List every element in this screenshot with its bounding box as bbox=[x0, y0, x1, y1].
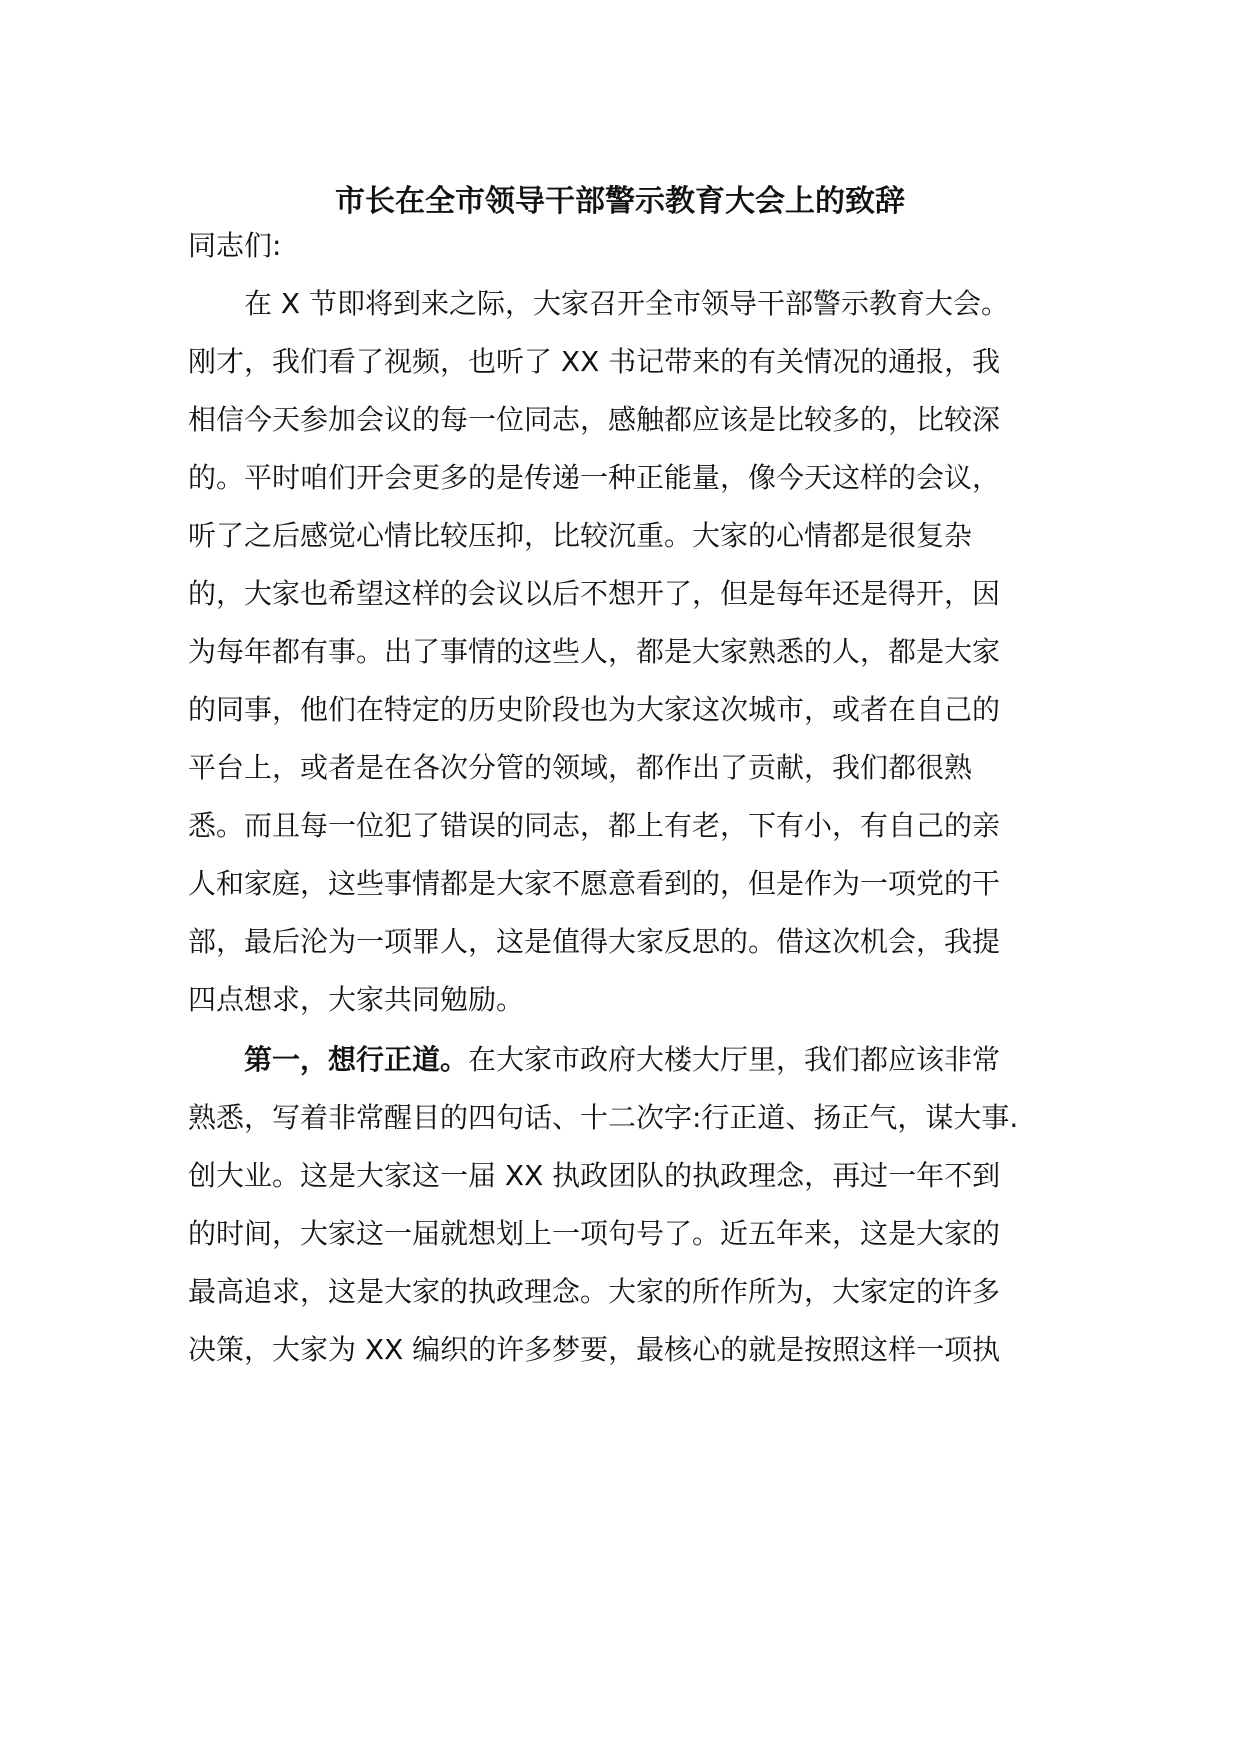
paragraph-line: 的，大家也希望这样的会议以后不想开了，但是每年还是得开，因 bbox=[188, 577, 1001, 610]
paragraph-line: 的时间，大家这一届就想划上一项句号了。近五年来，这是大家的 bbox=[188, 1217, 1001, 1250]
paragraph-line: 相信今天参加会议的每一位同志，感触都应该是比较多的，比较深 bbox=[188, 403, 1001, 436]
paragraph-line: 的同事，他们在特定的历史阶段也为大家这次城市，或者在自己的 bbox=[188, 693, 1001, 726]
paragraph-text: 在大家市政府大楼大厅里，我们都应该非常 bbox=[468, 1043, 1001, 1076]
paragraph-line: 为每年都有事。出了事情的这些人，都是大家熟悉的人，都是大家 bbox=[188, 635, 1001, 668]
paragraph-line: 决策，大家为 XX 编织的许多梦要，最核心的就是按照这样一项执 bbox=[188, 1333, 1001, 1366]
paragraph-line: 部，最后沦为一项罪人，这是值得大家反思的。借这次机会，我提 bbox=[188, 925, 1001, 958]
paragraph-line: 的。平时咱们开会更多的是传递一种正能量，像今天这样的会议， bbox=[188, 461, 1001, 494]
paragraph-line: 创大业。这是大家这一届 XX 执政团队的执政理念，再过一年不到 bbox=[188, 1159, 1001, 1192]
paragraph-line: 四点想求，大家共同勉励。 bbox=[188, 983, 525, 1016]
section-heading: 第一，想行正道。 bbox=[244, 1043, 469, 1076]
document-title: 市长在全市领导干部警示教育大会上的致辞 bbox=[335, 184, 905, 219]
paragraph-line bbox=[244, 1040, 1000, 1080]
paragraph-line: 听了之后感觉心情比较压抑，比较沉重。大家的心情都是很复杂 bbox=[188, 519, 973, 552]
paragraph-line: 刚才，我们看了视频，也听了 XX 书记带来的有关情况的通报，我 bbox=[188, 345, 1001, 378]
paragraph-line: 悉。而且每一位犯了错误的同志，都上有老，下有小，有自己的亲 bbox=[188, 809, 1001, 842]
paragraph-line: 平台上，或者是在各次分管的领域，都作出了贡献，我们都很熟 bbox=[188, 751, 973, 784]
salutation: 同志们: bbox=[188, 229, 282, 262]
paragraph-line: 在 X 节即将到来之际，大家召开全市领导干部警示教育大会。 bbox=[244, 287, 1009, 320]
paragraph-line: 熟悉，写着非常醒目的四句话、十二次字:行正道、扬正气，谋大事. bbox=[188, 1101, 1019, 1134]
paragraph-line: 最高追求，这是大家的执政理念。大家的所作所为，大家定的许多 bbox=[188, 1275, 1001, 1308]
paragraph-line: 人和家庭，这些事情都是大家不愿意看到的，但是作为一项党的干 bbox=[188, 867, 1001, 900]
